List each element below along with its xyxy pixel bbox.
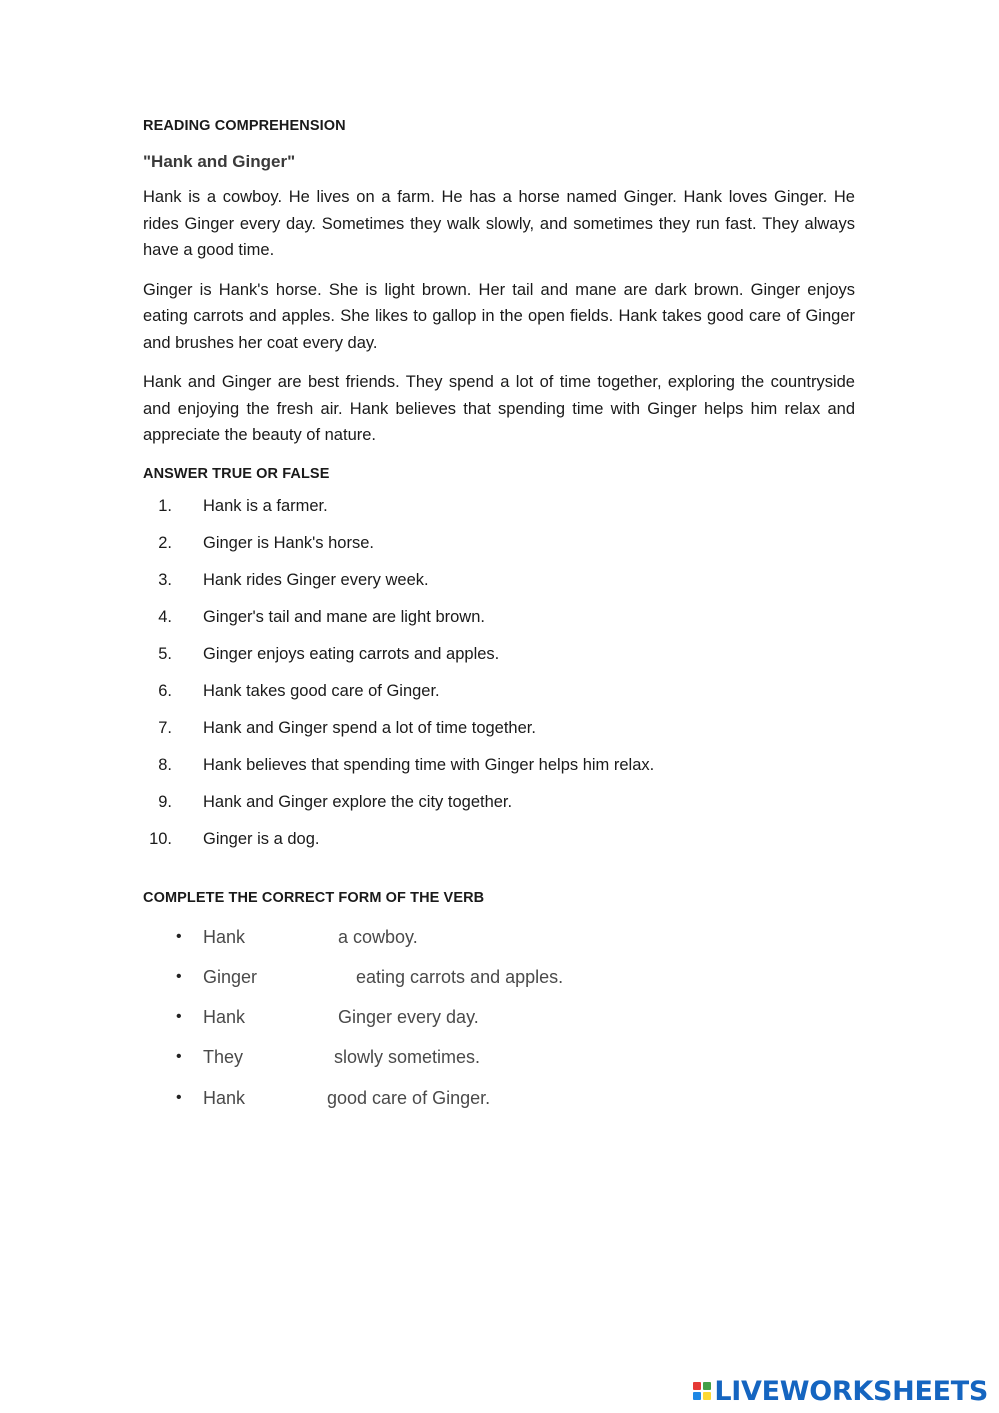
worksheet-page <box>143 118 855 1127</box>
sentence-rest: slowly sometimes. <box>334 1047 481 1068</box>
item-number: 1. <box>158 496 172 515</box>
true-false-list <box>143 495 855 865</box>
sentence-rest: Ginger every day. <box>338 1007 479 1028</box>
verb-form-item <box>143 1006 855 1046</box>
item-number: 2. <box>158 533 172 552</box>
true-false-item <box>143 532 855 569</box>
item-number: 7. <box>158 718 172 737</box>
sentence-rest: a cowboy. <box>338 926 418 947</box>
story-paragraph: Hank is a cowboy. He lives on a farm. He has a horse named Ginger. Hank loves Ginger. He rides Ginger every day. Sometimes they walk slowly, and sometimes they run fast. They always have a good time. <box>143 188 855 259</box>
sentence-subject: Hank <box>203 926 246 947</box>
item-statement: Ginger is a dog. <box>203 829 320 848</box>
sentence-subject: They <box>203 1047 244 1068</box>
true-false-heading: ANSWER TRUE OR FALSE <box>143 465 330 482</box>
bullet-icon: • <box>176 1048 182 1066</box>
sentence-rest: eating carrots and apples. <box>356 966 564 987</box>
item-number: 8. <box>158 755 172 774</box>
item-statement: Hank takes good care of Ginger. <box>203 681 440 700</box>
story-paragraph: Hank and Ginger are best friends. They spend a lot of time together, exploring the countryside and enjoying the fresh air. Hank believes that spending time with Ginger helps him relax and appreciate the beauty of nature. <box>143 373 855 444</box>
verb-form-item <box>143 926 855 966</box>
true-false-item <box>143 717 855 754</box>
true-false-item <box>143 791 855 828</box>
logo-mark-square <box>703 1392 711 1400</box>
logo-mark-icon <box>693 1382 711 1400</box>
sentence-rest: good care of Ginger. <box>327 1087 491 1108</box>
item-number: 3. <box>158 570 172 589</box>
story-title: "Hank and Ginger" <box>143 152 296 171</box>
bullet-icon: • <box>176 1088 182 1106</box>
verb-form-item <box>143 966 855 1006</box>
verb-form-list <box>143 926 855 1127</box>
item-number: 4. <box>158 607 172 626</box>
item-statement: Hank and Ginger explore the city together. <box>203 792 513 811</box>
sentence-subject: Ginger <box>203 966 258 987</box>
bullet-icon: • <box>176 967 182 985</box>
item-statement: Hank and Ginger spend a lot of time together. <box>203 718 536 737</box>
logo-mark-square <box>703 1382 711 1390</box>
sentence-subject: Hank <box>203 1007 246 1028</box>
item-statement: Hank is a farmer. <box>203 496 328 515</box>
true-false-item <box>143 643 855 680</box>
bullet-icon: • <box>176 1008 182 1026</box>
item-statement: Hank rides Ginger every week. <box>203 570 429 589</box>
item-number: 6. <box>158 681 172 700</box>
logo-mark-square <box>693 1392 701 1400</box>
logo-text: LIVEWORKSHEETS <box>714 1375 988 1407</box>
item-statement: Ginger enjoys eating carrots and apples. <box>203 644 500 663</box>
page-heading: READING COMPREHENSION <box>143 118 346 134</box>
true-false-item <box>143 495 855 532</box>
true-false-item <box>143 680 855 717</box>
item-number: 5. <box>158 644 172 663</box>
item-statement: Ginger's tail and mane are light brown. <box>203 607 485 626</box>
bullet-icon: • <box>176 927 182 945</box>
true-false-item <box>143 754 855 791</box>
story-paragraph: Ginger is Hank's horse. She is light brown. Her tail and mane are dark brown. Ginger enjoys eating carrots and apples. She likes to gallop in the open fields. Hank takes good care of Ginger and brushes her coat every day. <box>143 280 855 352</box>
item-statement: Hank believes that spending time with Ginger helps him relax. <box>203 755 655 774</box>
liveworksheets-logo <box>693 1376 988 1406</box>
item-number: 9. <box>158 792 172 811</box>
item-statement: Ginger is Hank's horse. <box>203 533 374 552</box>
item-number: 10. <box>149 829 172 848</box>
verb-form-item <box>143 1087 855 1127</box>
true-false-item <box>143 606 855 643</box>
verb-form-item <box>143 1046 855 1086</box>
verb-form-heading: COMPLETE THE CORRECT FORM OF THE VERB <box>143 889 485 906</box>
logo-mark-square <box>693 1382 701 1390</box>
true-false-item <box>143 828 855 865</box>
sentence-subject: Hank <box>203 1087 246 1108</box>
true-false-item <box>143 569 855 606</box>
